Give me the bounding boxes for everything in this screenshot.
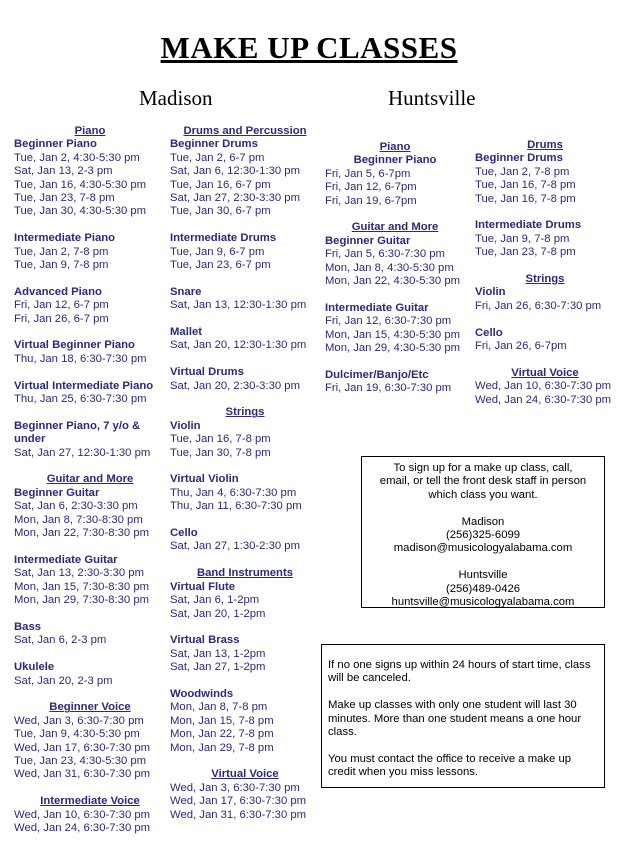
class-time: Mon, Jan 29, 4:30-5:30 pm [325,342,461,355]
class-time: Sat, Jan 6, 1-2pm [170,594,260,607]
class-group [325,369,465,396]
huntsville-column-2 [475,139,615,420]
class-name: Snare [170,285,202,298]
madison-column-2 [170,125,320,835]
class-group [475,380,615,407]
class-name: Bass [14,620,42,633]
class-time: Sat, Jan 27, 1:30-2:30 pm [170,540,300,553]
class-time: Tue, Jan 9, 4:30-5:30 pm [14,728,140,741]
class-time: Fri, Jan 12, 6-7 pm [14,299,109,312]
class-name: under [14,433,46,446]
section-heading: Drums [527,139,563,151]
madison-column-1 [14,125,166,849]
class-group [170,688,320,755]
class-time: Fri, Jan 26, 6-7pm [475,340,567,353]
class-time: Sat, Jan 20, 2:30-3:30 pm [170,379,300,392]
class-name: Beginner Guitar [325,234,411,247]
policy-paragraph [328,659,600,686]
class-name: Beginner Drums [475,152,563,165]
class-group [325,235,465,289]
signup-info-box [361,456,605,608]
contact-line: which class you want. [428,488,538,501]
class-time: Tue, Jan 23, 7-8 pm [475,246,576,259]
class-group [14,661,166,688]
class-name: Intermediate Guitar [14,553,118,566]
huntsville-column-1 [325,141,465,409]
class-time: Mon, Jan 29, 7-8 pm [170,741,274,754]
location-madison: Madison [139,86,213,110]
class-time: Tue, Jan 2, 7-8 pm [475,165,570,178]
class-group [14,715,166,782]
policy-line: class. [328,726,357,739]
huntsville-contact [362,569,604,609]
class-group [14,380,166,407]
class-name: Cello [170,527,198,540]
class-time: Wed, Jan 17, 6:30-7:30 pm [14,741,151,754]
class-group [475,286,615,313]
class-name: Dulcimer/Banjo/Etc [325,368,429,381]
class-name: Cello [475,326,503,339]
class-group [14,339,166,366]
page-title: MAKE UP CLASSES [160,30,458,65]
class-time: Thu, Jan 18, 6:30-7:30 pm [14,352,147,365]
class-time: Wed, Jan 3, 6:30-7:30 pm [170,781,300,794]
class-group [170,232,320,272]
class-time: Tue, Jan 16, 4:30-5:30 pm [14,178,147,191]
class-group [170,138,320,218]
section-heading: Intermediate Voice [40,795,140,808]
class-group [170,286,320,313]
section-heading: Virtual Voice [211,768,279,781]
policy-box [321,644,605,788]
class-time: Tue, Jan 30, 4:30-5:30 pm [14,205,147,218]
class-time: Wed, Jan 10, 6:30-7:30 pm [14,808,151,821]
class-time: Fri, Jan 5, 6-7pm [325,167,411,180]
class-time: Mon, Jan 22, 4:30-5:30 pm [325,275,461,288]
class-name: Violin [170,419,201,432]
class-time: Wed, Jan 31, 6:30-7:30 pm [14,768,151,781]
class-time: Wed, Jan 10, 6:30-7:30 pm [475,380,612,393]
section-heading: Guitar and More [46,473,134,486]
class-group [170,527,320,554]
class-name: Intermediate Drums [170,232,277,245]
class-group [475,327,615,354]
class-time: Wed, Jan 3, 6:30-7:30 pm [14,714,144,727]
class-name: Intermediate Guitar [325,301,429,314]
class-time: Fri, Jan 19, 6-7pm [325,194,417,207]
contact-line: email, or tell the front desk staff in person [379,475,587,488]
class-time: Sat, Jan 20, 12:30-1:30 pm [170,339,307,352]
class-group [475,219,615,259]
class-time: Sat, Jan 6, 2:30-3:30 pm [14,500,138,513]
class-group [14,809,166,836]
class-group [170,473,320,513]
class-time: Thu, Jan 25, 6:30-7:30 pm [14,393,147,406]
class-time: Mon, Jan 15, 7-8 pm [170,714,274,727]
class-name: Beginner Drums [170,138,258,151]
policy-paragraph [328,753,600,780]
class-time: Fri, Jan 19, 6:30-7:30 pm [325,382,452,395]
class-name: Mallet [170,326,203,339]
class-time: Tue, Jan 9, 7-8 pm [14,259,109,272]
policy-line: Make up classes with only one student will last 30 [328,699,577,712]
class-time: Tue, Jan 16, 7-8 pm [475,179,576,192]
class-time: Sat, Jan 27, 2:30-3:30 pm [170,192,300,205]
class-time: Tue, Jan 23, 7-8 pm [14,192,115,205]
class-group [14,554,166,608]
class-time: Tue, Jan 16, 6-7 pm [170,178,271,191]
class-time: Sat, Jan 13, 2-3 pm [14,165,113,178]
section-heading: Piano [74,125,106,137]
policy-line: You must contact the office to receive a make up [328,752,572,765]
class-time: Mon, Jan 15, 7:30-8:30 pm [14,580,150,593]
contact-line: (256)325-6099 [445,529,521,542]
class-group [14,487,166,541]
policy-line: minutes. More than one student means a one hour [328,712,582,725]
class-time: Sat, Jan 6, 2-3 pm [14,634,107,647]
class-name: Virtual Beginner Piano [14,339,135,352]
class-name: Beginner Piano, 7 y/o & [14,419,141,432]
class-name: Woodwinds [170,687,234,700]
class-time: Mon, Jan 8, 4:30-5:30 pm [325,261,454,274]
class-group [170,420,320,460]
class-time: Wed, Jan 24, 6:30-7:30 pm [475,393,612,406]
policy-line: If no one signs up within 24 hours of start time, class [328,659,591,671]
class-group [325,302,465,356]
class-name: Ukulele [14,661,55,674]
class-time: Tue, Jan 2, 7-8 pm [14,245,109,258]
class-name: Violin [475,286,506,299]
class-group [14,232,166,272]
class-time: Tue, Jan 23, 6-7 pm [170,259,271,272]
class-time: Wed, Jan 17, 6:30-7:30 pm [170,795,307,808]
class-group [170,326,320,353]
class-time: Sat, Jan 20, 1-2pm [170,607,266,620]
section-heading: Beginner Voice [49,701,131,714]
class-time: Tue, Jan 16, 7-8 pm [475,192,576,205]
class-name: Virtual Brass [170,634,240,647]
class-time: Fri, Jan 26, 6-7 pm [14,312,109,325]
section-heading: Drums and Percussion [183,125,307,137]
class-time: Fri, Jan 5, 6:30-7:30 pm [325,248,445,261]
policy-line: credit when you miss lessons. [328,766,479,779]
policy-paragraph [328,699,600,739]
contact-line: huntsville@musicologyalabama.com [391,596,575,609]
section-heading: Strings [225,406,265,419]
contact-line: To sign up for a make up class, call, [393,462,573,474]
class-time: Tue, Jan 2, 6-7 pm [170,151,265,164]
class-group [14,621,166,648]
section-heading: Guitar and More [351,221,439,234]
section-heading: Virtual Voice [511,366,579,379]
class-time: Sat, Jan 27, 1-2pm [170,661,266,674]
class-time: Mon, Jan 8, 7-8 pm [170,701,268,714]
class-name: Virtual Violin [170,473,239,486]
class-group [475,152,615,206]
class-time: Mon, Jan 15, 4:30-5:30 pm [325,328,461,341]
class-time: Tue, Jan 9, 6-7 pm [170,245,265,258]
class-name: Virtual Intermediate Piano [14,379,154,392]
class-time: Thu, Jan 4, 6:30-7:30 pm [170,486,297,499]
class-time: Wed, Jan 31, 6:30-7:30 pm [170,808,307,821]
class-name: Beginner Guitar [14,486,100,499]
signup-intro [362,462,604,502]
contact-line: madison@musicologyalabama.com [393,542,573,555]
class-time: Sat, Jan 13, 12:30-1:30 pm [170,299,307,312]
class-time: Thu, Jan 11, 6:30-7:30 pm [170,500,302,513]
class-name: Advanced Piano [14,285,102,298]
class-time: Mon, Jan 22, 7:30-8:30 pm [14,527,150,540]
location-huntsville: Huntsville [388,86,476,110]
contact-line: Madison [461,515,505,528]
class-time: Tue, Jan 30, 6-7 pm [170,205,271,218]
class-time: Tue, Jan 9, 7-8 pm [475,232,570,245]
class-name: Beginner Piano [353,154,437,167]
class-name: Intermediate Piano [14,232,116,245]
class-group [14,286,166,326]
class-time: Tue, Jan 30, 7-8 pm [170,446,271,459]
section-heading: Band Instruments [196,567,294,580]
class-group [170,366,320,393]
class-time: Mon, Jan 8, 7:30-8:30 pm [14,513,143,526]
class-name: Virtual Drums [170,366,244,379]
class-group [170,634,320,674]
class-time: Tue, Jan 23, 4:30-5:30 pm [14,754,147,767]
class-time: Fri, Jan 12, 6:30-7:30 pm [325,315,452,328]
class-group [325,154,465,208]
class-time: Fri, Jan 26, 6:30-7:30 pm [475,299,602,312]
class-name: Beginner Piano [14,138,97,151]
class-group [14,138,166,218]
class-group [170,581,320,621]
class-time: Tue, Jan 16, 7-8 pm [170,433,271,446]
class-group [14,420,166,460]
policy-line: will be canceled. [328,672,411,685]
section-heading: Piano [379,141,411,153]
class-time: Sat, Jan 13, 2:30-3:30 pm [14,567,144,580]
class-time: Tue, Jan 2, 4:30-5:30 pm [14,151,140,164]
contact-line: (256)489-0426 [445,582,521,595]
class-time: Sat, Jan 13, 1-2pm [170,647,266,660]
class-time: Wed, Jan 24, 6:30-7:30 pm [14,821,151,834]
class-time: Fri, Jan 12, 6-7pm [325,181,417,194]
class-time: Sat, Jan 6, 12:30-1:30 pm [170,165,300,178]
class-time: Mon, Jan 22, 7-8 pm [170,728,274,741]
class-time: Mon, Jan 29, 7:30-8:30 pm [14,594,150,607]
class-name: Intermediate Drums [475,219,582,232]
contact-line: Huntsville [458,569,508,582]
madison-contact [362,516,604,556]
class-name: Virtual Flute [170,580,236,593]
class-group [170,782,320,822]
class-time: Sat, Jan 27, 12:30-1:30 pm [14,446,151,459]
section-heading: Strings [525,273,565,286]
class-time: Sat, Jan 20, 2-3 pm [14,674,113,687]
